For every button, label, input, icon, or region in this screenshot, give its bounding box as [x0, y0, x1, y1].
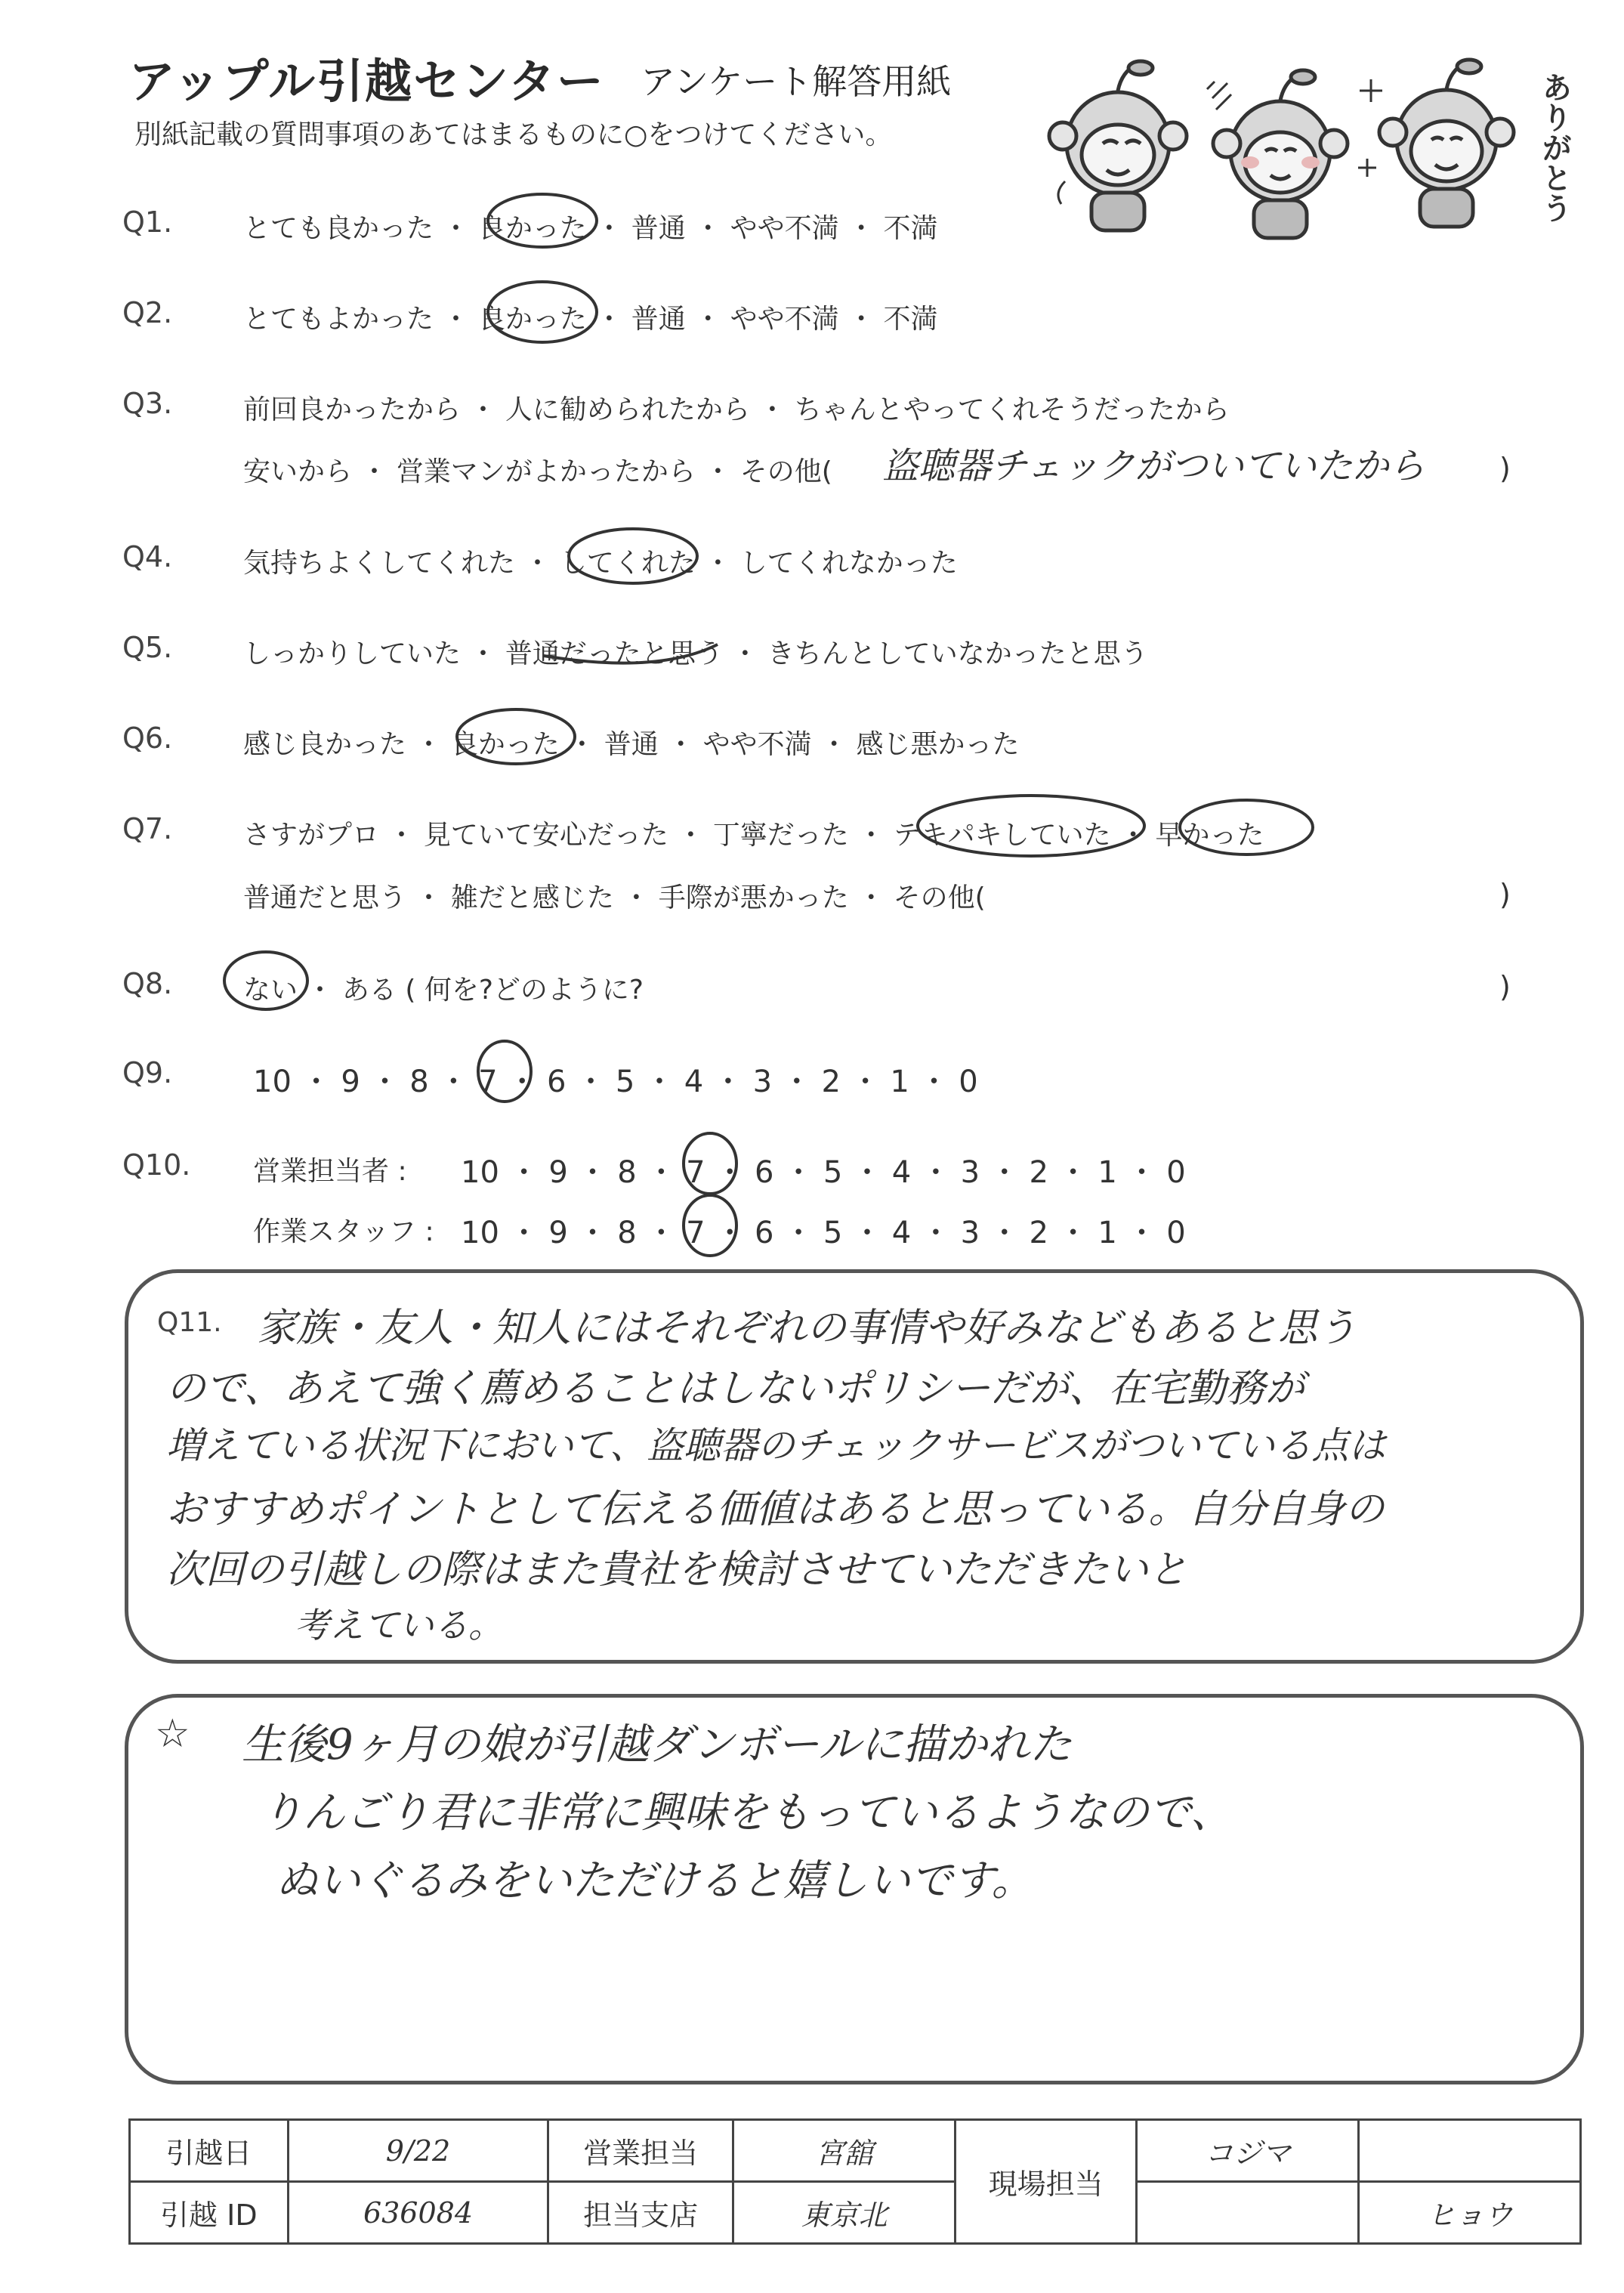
- q1-selected-circle: [488, 194, 597, 247]
- q4-selected-circle: [569, 529, 697, 583]
- move-id-value: 636084: [288, 2182, 548, 2244]
- q8-options: ない ・ ある ( 何を?どのように?: [243, 975, 644, 1006]
- q7-selected-circle-2: [1180, 800, 1313, 854]
- comment-line-3: ぬいぐるみをいただけると嬉しいです。: [276, 1856, 1034, 1905]
- q11-line-2: ので、あえて強く薦めることはしないポリシーだが、在宅勤務が: [166, 1366, 1304, 1411]
- q3-other-answer: 盗聴器チェックがついていたから: [882, 445, 1425, 487]
- q8-selected-circle: [224, 952, 307, 1009]
- q1-options: とても良かった ・ 良かった ・ 普通 ・ やや不満 ・ 不満: [243, 213, 938, 244]
- q10-staff-scale: 10 ・ 9 ・ 8 ・ 7 ・ 6 ・ 5 ・ 4 ・ 3 ・ 2 ・ 1 ・ 0: [461, 1216, 1186, 1250]
- q10-staff-selected-circle: [684, 1195, 736, 1256]
- q9-selected-circle: [478, 1041, 531, 1102]
- site-staff-empty-2: [1136, 2182, 1359, 2244]
- q2-options: とてもよかった ・ 良かった ・ 普通 ・ やや不満 ・ 不満: [243, 304, 938, 335]
- move-info-table: [128, 2118, 1582, 2245]
- thanks-text: ありがとう: [1537, 72, 1572, 223]
- q2-label: Q2.: [122, 296, 173, 329]
- q7-selected-circle-1: [918, 796, 1144, 856]
- q10-sales-scale: 10 ・ 9 ・ 8 ・ 7 ・ 6 ・ 5 ・ 4 ・ 3 ・ 2 ・ 1 ・ 0: [461, 1155, 1186, 1190]
- q8-label: Q8.: [122, 967, 173, 1000]
- q4-label: Q4.: [122, 540, 173, 573]
- q11-line-5: 次回の引越しの際はまた貴社を検討させていただきたいと: [166, 1547, 1188, 1593]
- company-title: アップル引越センター: [128, 54, 605, 109]
- q1-label: Q1.: [122, 206, 173, 239]
- site-staff-empty-1: [1359, 2120, 1581, 2182]
- q10-staff-label: 作業スタッフ :: [253, 1216, 434, 1247]
- q8-close-paren: ): [1499, 970, 1511, 1003]
- q5-label: Q5.: [122, 631, 173, 664]
- q3-options-line1: 前回良かったから ・ 人に勧められたから ・ ちゃんとやってくれそうだったから: [243, 394, 1230, 425]
- site-staff-1: コジマ: [1136, 2120, 1359, 2182]
- q7-options-line2: 普通だと思う ・ 雑だと感じた ・ 手際が悪かった ・ その他(: [243, 882, 986, 913]
- star-icon: ☆: [155, 1711, 190, 1757]
- form-subtitle: アンケート解答用紙: [641, 61, 952, 102]
- q2-selected-circle: [488, 282, 597, 342]
- q6-label: Q6.: [122, 722, 173, 755]
- site-label: 現場担当: [956, 2120, 1137, 2244]
- q4-options: 気持ちよくしてくれた ・ してくれた ・ してくれなかった: [243, 548, 958, 579]
- branch-value: 東京北: [733, 2182, 956, 2244]
- move-date-value: 9/22: [288, 2120, 548, 2182]
- form-instruction: 別紙記載の質問事項のあてはまるものに○をつけてください。: [134, 119, 893, 150]
- site-staff-2: ヒョウ: [1359, 2182, 1581, 2244]
- q5-options: しっかりしていた ・ 普通だったと思う ・ きちんとしていなかったと思う: [243, 638, 1148, 669]
- comment-line-2: りんごり君に非常に興味をもっているようなので、: [261, 1788, 1233, 1837]
- q6-selected-circle: [457, 709, 575, 764]
- q9-scale: 10 ・ 9 ・ 8 ・ 7 ・ 6 ・ 5 ・ 4 ・ 3 ・ 2 ・ 1 ・ 0: [253, 1065, 978, 1099]
- q5-selected-mark: [544, 644, 718, 663]
- q7-label: Q7.: [122, 812, 173, 845]
- q11-label: Q11.: [157, 1307, 222, 1338]
- move-date-label: 引越日: [130, 2120, 289, 2182]
- q11-line-6: 考えている。: [295, 1605, 503, 1646]
- q3-label: Q3.: [122, 387, 173, 420]
- sales-value: 宮舘: [733, 2120, 956, 2182]
- q10-label: Q10.: [122, 1148, 191, 1182]
- comment-line-1: 生後9ヶ月の娘が引越ダンボールに描かれた: [242, 1720, 1073, 1769]
- move-id-label: 引越 ID: [130, 2182, 289, 2244]
- q11-line-3: 増えている状況下において、盗聴器のチェックサービスがついている点は: [166, 1424, 1386, 1467]
- q10-sales-label: 営業担当者 :: [253, 1156, 407, 1187]
- q7-options-line1: さすがプロ ・ 見ていて安心だった ・ 丁寧だった ・ テキパキしていた ・ 早かった: [243, 820, 1264, 851]
- q9-label: Q9.: [122, 1056, 173, 1089]
- q3-options-line2: 安いから ・ 営業マンがよかったから ・ その他(: [243, 456, 832, 487]
- q10-sales-selected-circle: [684, 1133, 736, 1194]
- q7-close-paren: ): [1499, 878, 1511, 911]
- branch-label: 担当支店: [548, 2182, 733, 2244]
- q3-close-paren: ): [1499, 452, 1511, 485]
- q11-line-1: 家族・友人・知人にはそれぞれの事情や好みなどもあると思う: [257, 1306, 1357, 1351]
- q6-options: 感じ良かった ・ 良かった ・ 普通 ・ やや不満 ・ 感じ悪かった: [243, 729, 1020, 760]
- sales-label: 営業担当: [548, 2120, 733, 2182]
- q11-line-4: おすすめポイントとして伝える価値はあると思っている。自分自身の: [166, 1487, 1385, 1532]
